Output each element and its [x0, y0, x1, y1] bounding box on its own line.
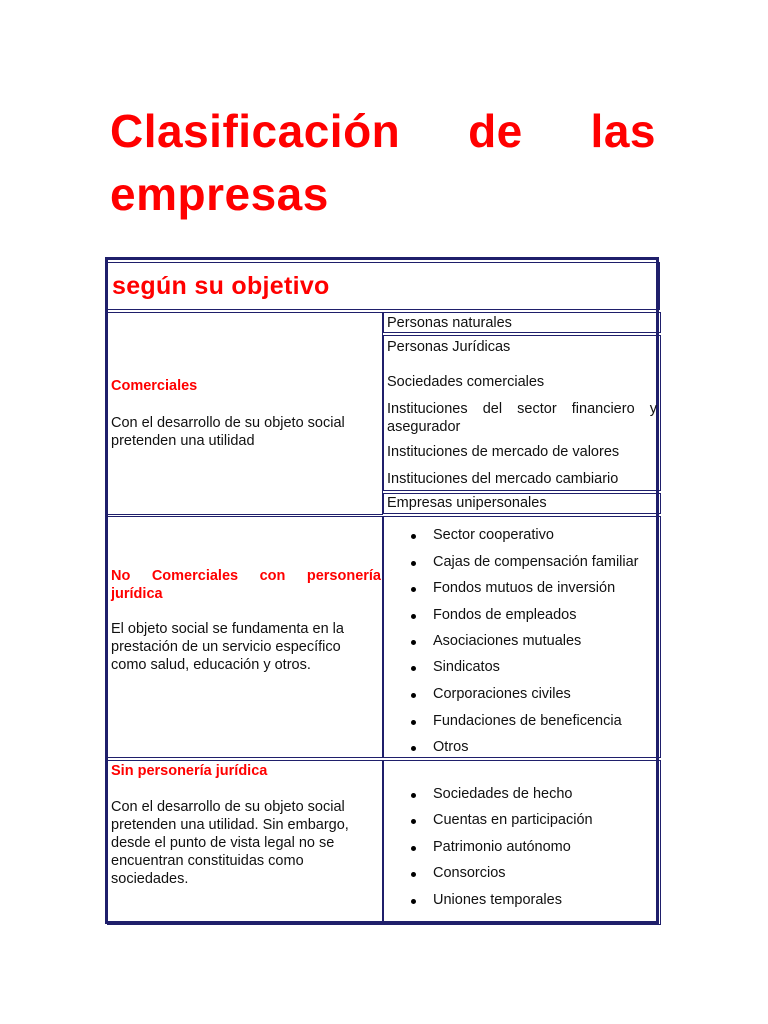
bullet-icon — [411, 746, 416, 751]
juridicas-item: Instituciones del mercado cambiario — [387, 471, 619, 487]
no-comerciales-cell — [107, 516, 383, 758]
comerciales-description: Con el desarrollo de su objeto social pretenden una utilidad — [111, 415, 345, 449]
comerciales-label: Comerciales — [111, 378, 198, 394]
bullet-icon — [411, 899, 416, 904]
personas-naturales-cell — [383, 312, 661, 333]
bullet-icon — [411, 846, 416, 851]
comerciales-cell — [107, 312, 383, 515]
empresas-unipersonales-label: Empresas unipersonales — [387, 495, 547, 511]
no-comerciales-description: El objeto social se fundamenta en la prestación de un servicio específico como salud, educación y otros. — [111, 621, 344, 673]
bullet-icon — [411, 534, 416, 539]
bullet-icon — [411, 587, 416, 592]
sin-personeria-cell — [107, 760, 383, 925]
bullet-icon — [411, 614, 416, 619]
page-title: Clasificación de las empresas — [110, 105, 656, 220]
bullet-icon — [411, 793, 416, 798]
bullet-icon — [411, 819, 416, 824]
sin-personeria-list-cell: Sociedades de hecho Cuentas en participación Patrimonio autónomo Consorcios Uniones temporales — [383, 760, 661, 925]
juridicas-item: Instituciones del sector financiero y asegurador — [387, 401, 657, 435]
table-header: según su objetivo — [112, 272, 330, 300]
empresas-unipersonales-cell — [383, 493, 661, 514]
table-header-cell — [107, 262, 660, 310]
bullet-icon — [411, 666, 416, 671]
bullet-icon — [411, 720, 416, 725]
juridicas-item: Sociedades comerciales — [387, 374, 545, 390]
personas-juridicas-cell — [383, 335, 661, 491]
juridicas-item: Instituciones de mercado de valores — [387, 444, 620, 460]
bullet-icon — [411, 872, 416, 877]
bullet-icon — [411, 693, 416, 698]
sin-personeria-label: Sin personería jurídica — [111, 763, 268, 779]
sin-personeria-description: Con el desarrollo de su objeto social pretenden una utilidad. Sin embargo, desde el punto de vista legal no se encuentran constituidas como sociedades. — [111, 799, 349, 887]
bullet-icon — [411, 640, 416, 645]
personas-naturales-label: Personas naturales — [387, 315, 512, 331]
personas-juridicas-label: Personas Jurídicas — [387, 339, 511, 355]
no-comerciales-list-cell: Sector cooperativo Cajas de compensación familiar Fondos mutuos de inversión Fondos de empleados Asociaciones mutuales Sindicatos Corporaciones civiles Fundaciones de beneficencia Otros — [383, 516, 661, 758]
bullet-icon — [411, 561, 416, 566]
no-comerciales-label: No Comerciales con personería jurídica — [111, 568, 381, 602]
